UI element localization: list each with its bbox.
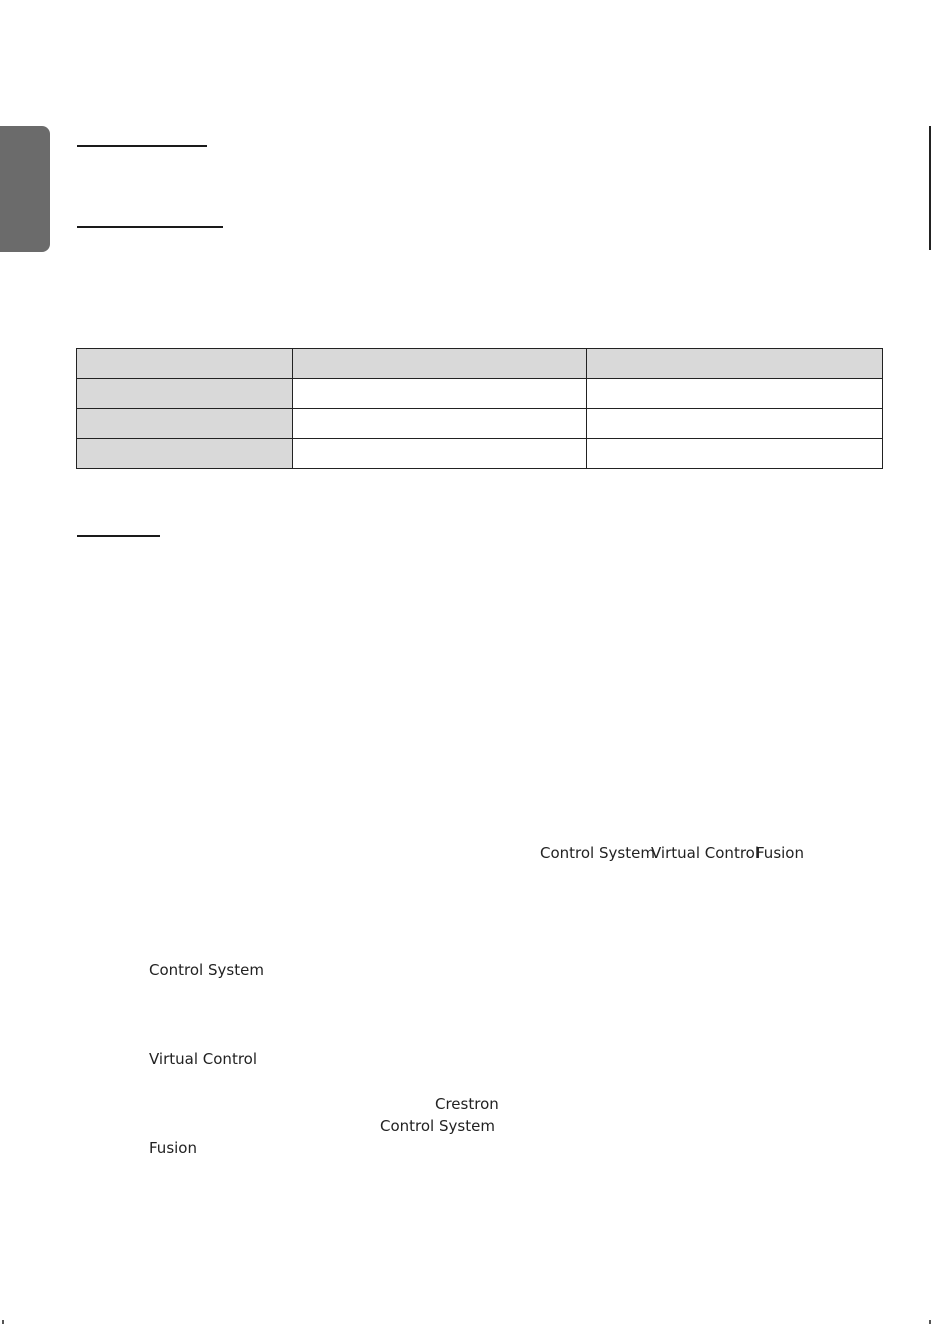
item-virtual-control: Virtual Control xyxy=(149,1050,258,1068)
page-edge-rule xyxy=(929,126,931,250)
section-heading-underline-3 xyxy=(77,535,160,537)
table-header-cell xyxy=(293,349,587,379)
table-cell xyxy=(587,409,883,439)
term-virtual-control: Virtual Control xyxy=(651,844,760,862)
crop-mark-right xyxy=(929,1320,931,1324)
table-row xyxy=(77,379,883,409)
section-heading-underline-2 xyxy=(77,226,223,228)
term-crestron: Crestron xyxy=(435,1095,499,1113)
table-cell xyxy=(293,379,587,409)
table-cell xyxy=(293,409,587,439)
table-row-label xyxy=(77,439,293,469)
table-row xyxy=(77,439,883,469)
spec-table xyxy=(76,348,883,469)
table-cell xyxy=(293,439,587,469)
table-cell xyxy=(587,379,883,409)
table-header-cell xyxy=(77,349,293,379)
crop-mark-left xyxy=(2,1320,4,1324)
item-control-system: Control System xyxy=(149,961,264,979)
table-header-cell xyxy=(587,349,883,379)
section-heading-underline-1 xyxy=(77,145,207,147)
crop-marks xyxy=(0,1320,933,1322)
term-control-system: Control System xyxy=(540,844,655,862)
term-fusion: Fusion xyxy=(756,844,804,862)
table-row-label xyxy=(77,409,293,439)
table-header-row xyxy=(77,349,883,379)
table-row-label xyxy=(77,379,293,409)
table-cell xyxy=(587,439,883,469)
table-row xyxy=(77,409,883,439)
language-side-tab xyxy=(0,126,50,252)
term-control-system-2: Control System xyxy=(380,1117,495,1135)
item-fusion: Fusion xyxy=(149,1139,197,1157)
